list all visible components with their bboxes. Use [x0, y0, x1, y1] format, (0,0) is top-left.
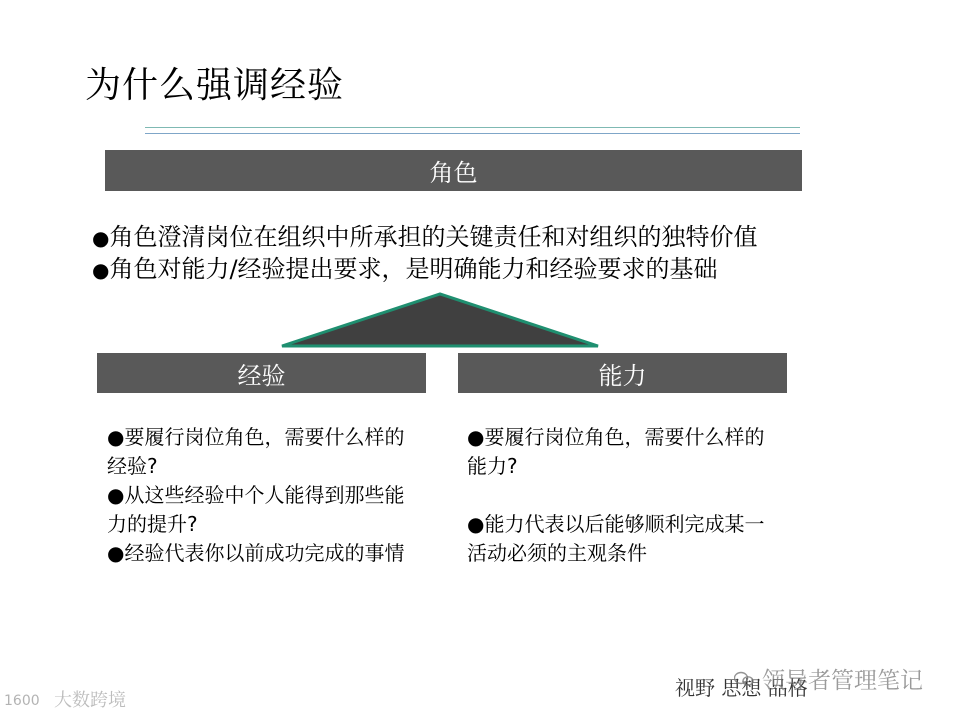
bullet-icon: ● — [467, 512, 485, 536]
capability-point-text: 要履行岗位角色，需要什么样的能力? — [467, 425, 765, 478]
bullet-icon: ● — [107, 483, 125, 507]
watermark-right-text: 领导者管理笔记 — [762, 668, 923, 694]
experience-header-label: 经验 — [237, 361, 286, 390]
experience-point-text: 从这些经验中个人能得到那些能力的提升? — [107, 483, 405, 536]
capability-point-text: 能力代表以后能够顺利完成某一活动必须的主观条件 — [467, 512, 765, 565]
experience-header-bar — [97, 353, 426, 393]
role-header-label: 角色 — [429, 159, 478, 187]
watermark-logo-icon — [4, 688, 50, 710]
capability-point — [467, 510, 782, 568]
capability-point — [467, 423, 782, 481]
svg-text:1600: 1600 — [4, 693, 40, 709]
chat-bubbles-icon — [734, 671, 754, 687]
capability-header-label: 能力 — [598, 361, 647, 390]
role-point-text: 角色澄清岗位在组织中所承担的关键责任和对组织的独特价值 — [109, 223, 758, 251]
support-triangle-icon — [280, 292, 600, 348]
role-header-bar — [105, 150, 802, 191]
experience-points-list — [107, 423, 422, 568]
role-points-list — [92, 222, 757, 286]
bullet-icon: ● — [467, 425, 485, 449]
slide-title: 为什么强调经验 — [85, 65, 345, 106]
experience-point — [107, 423, 422, 481]
experience-point — [107, 539, 422, 568]
capability-points-list — [467, 423, 782, 568]
bullet-icon: ● — [107, 541, 125, 565]
experience-point-text: 经验代表你以前成功完成的事情 — [124, 541, 405, 565]
capability-header-bar — [458, 353, 787, 393]
bullet-icon: ● — [92, 226, 110, 250]
experience-point-text: 要履行岗位角色，需要什么样的经验? — [107, 425, 405, 478]
role-point — [92, 222, 757, 254]
bullet-icon: ● — [92, 258, 110, 282]
watermark-left — [4, 686, 126, 712]
watermark-left-text: 大数跨境 — [54, 690, 126, 711]
role-point-text: 角色对能力/经验提出要求，是明确能力和经验要求的基础 — [109, 255, 718, 283]
title-divider-top — [145, 127, 800, 128]
footer-caption: 视野 思想 品格 — [675, 676, 808, 700]
bullet-icon: ● — [107, 425, 125, 449]
title-divider-bottom — [145, 133, 800, 134]
experience-point — [107, 481, 422, 539]
watermark-right — [734, 662, 923, 695]
role-point — [92, 254, 757, 286]
